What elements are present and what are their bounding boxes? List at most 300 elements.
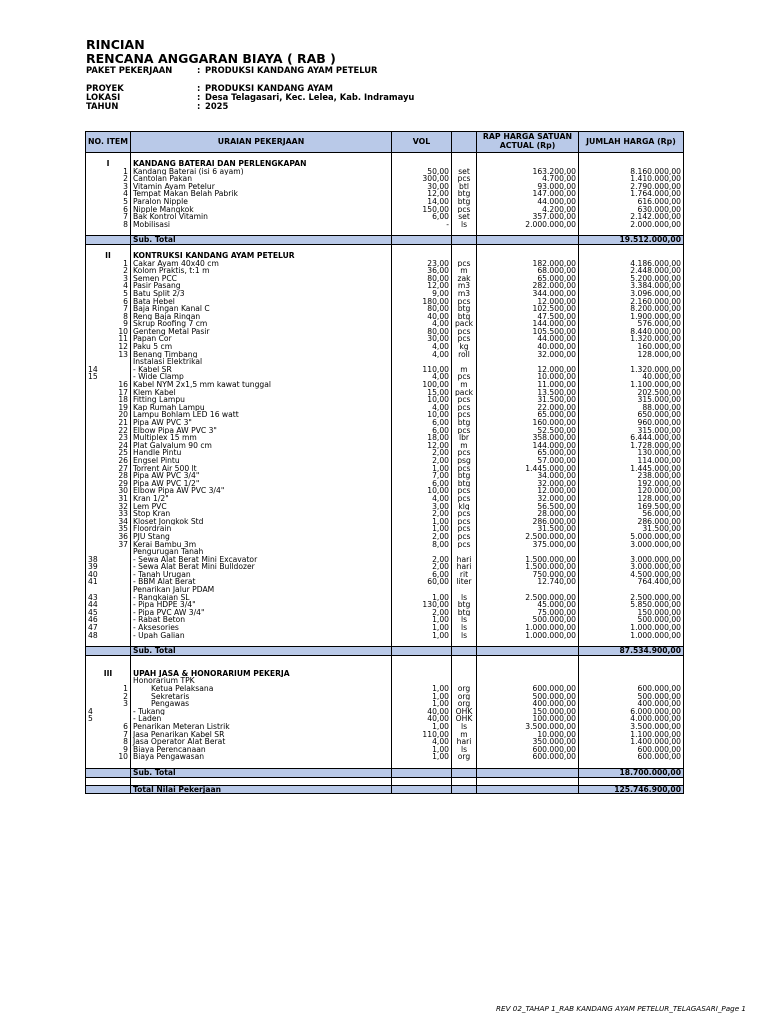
- meta-label: PAKET PEKERJAAN: [86, 65, 173, 75]
- meta-colon: :: [197, 65, 201, 75]
- item-total: 3.000.000,00: [579, 556, 684, 564]
- empty-cell: [131, 244, 392, 252]
- item-volume: 80,00: [392, 275, 452, 283]
- item-description: - Tukang: [131, 708, 392, 716]
- item-total: 400.000,00: [579, 700, 684, 708]
- item-total: [579, 586, 684, 594]
- meta-value: PRODUKSI KANDANG AYAM: [205, 83, 333, 93]
- item-description: - Sewa Alat Berat Mini Bulldozer: [131, 563, 392, 571]
- empty-cell: [579, 663, 684, 670]
- empty-cell: [579, 252, 684, 260]
- table-row: [86, 586, 684, 594]
- item-unit-price: 375.000,00: [477, 541, 579, 549]
- item-total: 5.000.000,00: [579, 533, 684, 541]
- spacer-row: [86, 777, 684, 785]
- spacer-row: [86, 655, 684, 663]
- item-description: Baja Ringan Kanal C: [131, 305, 392, 313]
- item-total: 3.096.000,00: [579, 290, 684, 298]
- item-number: 6: [86, 206, 131, 214]
- item-volume: 2,00: [392, 556, 452, 564]
- item-description: Pipa AW PVC 3": [131, 419, 392, 427]
- item-total: 6.000.000,00: [579, 708, 684, 716]
- table-row: [86, 715, 684, 723]
- item-unit: m3: [452, 282, 477, 290]
- item-total: 1.100.000,00: [579, 381, 684, 389]
- item-description: Lem PVC: [131, 503, 392, 511]
- item-description: Batu Split 2/3: [131, 290, 392, 298]
- item-unit-price: 32.000,00: [477, 495, 579, 503]
- item-unit: pcs: [452, 465, 477, 473]
- empty-cell: [477, 244, 579, 252]
- item-number: 32: [86, 503, 131, 511]
- empty-cell: [86, 655, 131, 663]
- section-number: III: [86, 670, 131, 678]
- table-row: [86, 434, 684, 442]
- item-number: 5: [86, 290, 131, 298]
- item-volume: [392, 548, 452, 556]
- item-unit: pcs: [452, 427, 477, 435]
- item-unit: pcs: [452, 404, 477, 412]
- item-volume: 4,00: [392, 320, 452, 328]
- item-total: 3.384.000,00: [579, 282, 684, 290]
- item-volume: [392, 677, 452, 685]
- item-unit: pcs: [452, 411, 477, 419]
- item-total: 160.000,00: [579, 343, 684, 351]
- item-volume: 2,00: [392, 563, 452, 571]
- item-number: 37: [86, 541, 131, 549]
- item-total: 1.728.000,00: [579, 442, 684, 450]
- item-unit-price: 28.000,00: [477, 510, 579, 518]
- item-unit-price: 357.000,00: [477, 213, 579, 221]
- item-total: 500.000,00: [579, 693, 684, 701]
- subtotal-row: [86, 647, 684, 656]
- item-description: Kerai Bambu 3m: [131, 541, 392, 549]
- table-row: [86, 175, 684, 183]
- table-row: [86, 723, 684, 731]
- item-description: Cakar Ayam 40x40 cm: [131, 260, 392, 268]
- item-unit-price: 65.000,00: [477, 275, 579, 283]
- item-number: 2: [86, 175, 131, 183]
- item-unit: [452, 358, 477, 366]
- item-volume: 30,00: [392, 335, 452, 343]
- col-header-unit: [452, 132, 477, 153]
- item-number: 35: [86, 525, 131, 533]
- item-description: Bak Kontrol Vitamin: [131, 213, 392, 221]
- item-unit: [452, 586, 477, 594]
- item-unit-price: 31.500,00: [477, 396, 579, 404]
- item-number: 13: [86, 351, 131, 359]
- item-unit: pcs: [452, 335, 477, 343]
- item-unit: btl: [452, 183, 477, 191]
- item-volume: 130,00: [392, 601, 452, 609]
- item-unit: [452, 548, 477, 556]
- item-volume: 4,00: [392, 738, 452, 746]
- table-row: [86, 495, 684, 503]
- item-volume: 7,00: [392, 472, 452, 480]
- item-number: 19: [86, 404, 131, 412]
- meta-colon: :: [197, 92, 201, 102]
- item-number: 7: [86, 305, 131, 313]
- empty-cell: [452, 768, 477, 777]
- table-row: [86, 213, 684, 221]
- item-number: 30: [86, 487, 131, 495]
- empty-cell: [452, 663, 477, 670]
- item-description: Kandang Baterai (isi 6 ayam): [131, 168, 392, 176]
- empty-cell: [477, 160, 579, 168]
- item-total: 150.000,00: [579, 609, 684, 617]
- item-unit: ls: [452, 594, 477, 602]
- empty-cell: [452, 160, 477, 168]
- item-number: 33: [86, 510, 131, 518]
- item-number: 34: [86, 518, 131, 526]
- section-title: KONTRUKSI KANDANG AYAM PETELUR: [131, 252, 392, 260]
- empty-cell: [452, 655, 477, 663]
- table-row: [86, 305, 684, 313]
- item-total: 315.000,00: [579, 427, 684, 435]
- item-unit: OHK: [452, 708, 477, 716]
- table-row: [86, 632, 684, 640]
- item-total: 3.000.000,00: [579, 541, 684, 549]
- table-row: [86, 275, 684, 283]
- item-description: Kloset Jongkok Std: [131, 518, 392, 526]
- item-number: 25: [86, 449, 131, 457]
- item-number: 28: [86, 472, 131, 480]
- item-number: 31: [86, 495, 131, 503]
- table-row: [86, 206, 684, 214]
- item-unit-price: 350.000,00: [477, 738, 579, 746]
- table-row: [86, 183, 684, 191]
- item-unit-price: 600.000,00: [477, 685, 579, 693]
- item-unit-price: 344.000,00: [477, 290, 579, 298]
- col-header-harga: RAP HARGA SATUAN ACTUAL (Rp): [477, 132, 579, 153]
- item-unit: ls: [452, 616, 477, 624]
- item-number: 14: [86, 366, 131, 374]
- empty-cell: [392, 153, 452, 161]
- table-row: [86, 487, 684, 495]
- item-unit: pcs: [452, 541, 477, 549]
- table-row: [86, 738, 684, 746]
- item-number: 1: [86, 260, 131, 268]
- item-total: 1.900.000,00: [579, 313, 684, 321]
- empty-cell: [392, 663, 452, 670]
- item-unit: psg: [452, 457, 477, 465]
- item-description: Sekretaris: [131, 693, 392, 701]
- item-unit: roll: [452, 351, 477, 359]
- item-volume: 2,00: [392, 510, 452, 518]
- item-unit-price: 1.000.000,00: [477, 632, 579, 640]
- subtotal-value: 87.534.900,00: [579, 647, 684, 656]
- item-unit: pack: [452, 389, 477, 397]
- item-unit: m: [452, 731, 477, 739]
- empty-cell: [477, 663, 579, 670]
- empty-cell: [452, 228, 477, 236]
- table-row: [86, 525, 684, 533]
- item-unit: org: [452, 700, 477, 708]
- item-unit: lbr: [452, 434, 477, 442]
- empty-cell: [131, 761, 392, 769]
- item-volume: 10,00: [392, 411, 452, 419]
- item-unit-price: 4.200,00: [477, 206, 579, 214]
- item-volume: 110,00: [392, 366, 452, 374]
- empty-cell: [452, 236, 477, 245]
- empty-cell: [477, 777, 579, 785]
- item-total: 169.500,00: [579, 503, 684, 511]
- table-row: [86, 457, 684, 465]
- table-row: [86, 677, 684, 685]
- item-description: - Tanah Urugan: [131, 571, 392, 579]
- item-total: 4.000.000,00: [579, 715, 684, 723]
- table-row: [86, 594, 684, 602]
- item-total: 286.000,00: [579, 518, 684, 526]
- item-volume: 1,00: [392, 594, 452, 602]
- item-unit-price: 75.000,00: [477, 609, 579, 617]
- col-header-uraian: URAIAN PEKERJAAN: [131, 132, 392, 153]
- item-unit-price: 10.000,00: [477, 731, 579, 739]
- item-total: 202.500,00: [579, 389, 684, 397]
- section-row: [86, 252, 684, 260]
- item-unit-price: 500.000,00: [477, 616, 579, 624]
- item-number: 18: [86, 396, 131, 404]
- item-total: 5.200.000,00: [579, 275, 684, 283]
- item-unit-price: 47.500,00: [477, 313, 579, 321]
- item-total: 2.500.000,00: [579, 594, 684, 602]
- item-volume: 2,00: [392, 609, 452, 617]
- item-total: 40.000,00: [579, 373, 684, 381]
- table-row: [86, 624, 684, 632]
- item-volume: 1,00: [392, 616, 452, 624]
- item-unit: hari: [452, 556, 477, 564]
- item-unit: pcs: [452, 396, 477, 404]
- item-unit: pcs: [452, 328, 477, 336]
- item-number: 47: [86, 624, 131, 632]
- item-volume: 100,00: [392, 381, 452, 389]
- item-total: [579, 358, 684, 366]
- item-volume: [392, 586, 452, 594]
- empty-cell: [86, 639, 131, 647]
- item-total: 600.000,00: [579, 753, 684, 761]
- item-total: 238.000,00: [579, 472, 684, 480]
- table-row: [86, 533, 684, 541]
- item-total: 2.160.000,00: [579, 298, 684, 306]
- item-total: 120.000,00: [579, 487, 684, 495]
- table-row: [86, 190, 684, 198]
- table-row: [86, 290, 684, 298]
- table-row: [86, 578, 684, 586]
- table-row: [86, 358, 684, 366]
- item-number: 41: [86, 578, 131, 586]
- section-number: I: [86, 160, 131, 168]
- item-unit: [452, 677, 477, 685]
- empty-cell: [452, 670, 477, 678]
- item-description: Kran 1/2": [131, 495, 392, 503]
- empty-cell: [131, 153, 392, 161]
- empty-cell: [392, 777, 452, 785]
- item-unit-price: [477, 586, 579, 594]
- item-total: 630.000,00: [579, 206, 684, 214]
- rab-table: [85, 131, 684, 794]
- item-unit-price: 34.000,00: [477, 472, 579, 480]
- empty-cell: [392, 228, 452, 236]
- item-number: 45: [86, 609, 131, 617]
- item-total: 3.500.000,00: [579, 723, 684, 731]
- table-row: [86, 328, 684, 336]
- item-description: Ketua Pelaksana: [131, 685, 392, 693]
- item-number: [86, 586, 131, 594]
- item-unit-price: 1.000.000,00: [477, 624, 579, 632]
- item-unit-price: [477, 548, 579, 556]
- item-unit: pack: [452, 320, 477, 328]
- item-volume: 2,00: [392, 457, 452, 465]
- item-unit: pcs: [452, 298, 477, 306]
- item-number: 2: [86, 267, 131, 275]
- item-description: Pipa AW PVC 1/2": [131, 480, 392, 488]
- item-unit-price: 10.000,00: [477, 373, 579, 381]
- item-volume: 1,00: [392, 632, 452, 640]
- item-number: 26: [86, 457, 131, 465]
- item-total: 1.320.000,00: [579, 335, 684, 343]
- table-row: [86, 442, 684, 450]
- table-row: [86, 609, 684, 617]
- item-description: Pengawas: [131, 700, 392, 708]
- item-unit: btg: [452, 419, 477, 427]
- empty-cell: [86, 228, 131, 236]
- item-volume: 15,00: [392, 389, 452, 397]
- item-total: 8.440.000,00: [579, 328, 684, 336]
- item-volume: 40,00: [392, 313, 452, 321]
- spacer-row: [86, 228, 684, 236]
- item-description: Pipa AW PVC 3/4": [131, 472, 392, 480]
- item-description: - Kabel SR: [131, 366, 392, 374]
- table-row: [86, 411, 684, 419]
- item-unit-price: 32.000,00: [477, 480, 579, 488]
- item-volume: -: [392, 221, 452, 229]
- item-number: 20: [86, 411, 131, 419]
- item-unit-price: 144.000,00: [477, 320, 579, 328]
- item-number: 12: [86, 343, 131, 351]
- item-unit: btg: [452, 313, 477, 321]
- item-unit-price: 160.000,00: [477, 419, 579, 427]
- item-description: Klem Kabel: [131, 389, 392, 397]
- table-row: [86, 449, 684, 457]
- item-total: 4.500.000,00: [579, 571, 684, 579]
- spacer-row: [86, 244, 684, 252]
- item-unit-price: 102.500,00: [477, 305, 579, 313]
- item-unit-price: 56.500,00: [477, 503, 579, 511]
- item-unit-price: 144.000,00: [477, 442, 579, 450]
- item-unit-price: 31.500,00: [477, 525, 579, 533]
- empty-cell: [579, 160, 684, 168]
- empty-cell: [392, 236, 452, 245]
- table-row: [86, 260, 684, 268]
- empty-cell: [477, 236, 579, 245]
- table-row: [86, 510, 684, 518]
- table-header-row: [86, 132, 684, 153]
- empty-cell: [579, 761, 684, 769]
- item-number: 6: [86, 723, 131, 731]
- item-unit-price: 44.000,00: [477, 335, 579, 343]
- subtotal-value: 18.700.000,00: [579, 768, 684, 777]
- item-unit: ls: [452, 221, 477, 229]
- empty-cell: [392, 244, 452, 252]
- item-volume: 10,00: [392, 487, 452, 495]
- item-unit: rit: [452, 571, 477, 579]
- item-unit-price: 100.000,00: [477, 715, 579, 723]
- item-total: 128.000,00: [579, 495, 684, 503]
- item-unit: set: [452, 168, 477, 176]
- empty-cell: [477, 153, 579, 161]
- empty-cell: [86, 153, 131, 161]
- item-description: - Rabat Beton: [131, 616, 392, 624]
- item-volume: 60,00: [392, 578, 452, 586]
- section-title: KANDANG BATERAI DAN PERLENGKAPAN: [131, 160, 392, 168]
- item-total: 600.000,00: [579, 685, 684, 693]
- item-description: Reng Baja Ringan: [131, 313, 392, 321]
- item-number: 3: [86, 275, 131, 283]
- item-description: - Upah Galian: [131, 632, 392, 640]
- item-description: Elbow Pipa AW PVC 3/4": [131, 487, 392, 495]
- empty-cell: [86, 647, 131, 656]
- item-volume: 150,00: [392, 206, 452, 214]
- empty-cell: [86, 244, 131, 252]
- item-volume: 6,00: [392, 480, 452, 488]
- item-total: 1.410.000,00: [579, 175, 684, 183]
- item-number: 22: [86, 427, 131, 435]
- item-unit-price: 600.000,00: [477, 746, 579, 754]
- item-unit-price: 11.000,00: [477, 381, 579, 389]
- document-title: RINCIAN: [86, 37, 145, 52]
- item-number: 4: [86, 190, 131, 198]
- table-row: [86, 267, 684, 275]
- item-unit: btg: [452, 601, 477, 609]
- empty-cell: [392, 160, 452, 168]
- meta-label: TAHUN: [86, 101, 119, 111]
- item-unit-price: [477, 358, 579, 366]
- item-description: Kolom Praktis, t:1 m: [131, 267, 392, 275]
- subtotal-label: Sub. Total: [131, 647, 392, 656]
- item-total: 1.320.000,00: [579, 366, 684, 374]
- empty-cell: [392, 670, 452, 678]
- item-total: 764.400,00: [579, 578, 684, 586]
- item-description: Torrent Air 500 lt: [131, 465, 392, 473]
- empty-cell: [579, 777, 684, 785]
- table-row: [86, 168, 684, 176]
- col-header-jumlah: JUMLAH HARGA (Rp): [579, 132, 684, 153]
- item-description: - Aksesories: [131, 624, 392, 632]
- item-volume: 4,00: [392, 404, 452, 412]
- item-unit-price: 750.000,00: [477, 571, 579, 579]
- item-unit: ls: [452, 723, 477, 731]
- item-volume: 14,00: [392, 198, 452, 206]
- item-unit-price: 93.000,00: [477, 183, 579, 191]
- table-row: [86, 404, 684, 412]
- item-volume: 12,00: [392, 190, 452, 198]
- item-description: Mobilisasi: [131, 221, 392, 229]
- item-number: 38: [86, 556, 131, 564]
- section-row: [86, 670, 684, 678]
- table-row: [86, 503, 684, 511]
- item-number: 39: [86, 563, 131, 571]
- item-description: Bata Hebel: [131, 298, 392, 306]
- item-unit: OHK: [452, 715, 477, 723]
- item-number: 15: [86, 373, 131, 381]
- empty-cell: [392, 639, 452, 647]
- item-description: Handle Pintu: [131, 449, 392, 457]
- item-number: 9: [86, 320, 131, 328]
- item-number: [86, 358, 131, 366]
- item-volume: 4,00: [392, 343, 452, 351]
- item-total: 2.000.000,00: [579, 221, 684, 229]
- item-description: Honorarium TPK: [131, 677, 392, 685]
